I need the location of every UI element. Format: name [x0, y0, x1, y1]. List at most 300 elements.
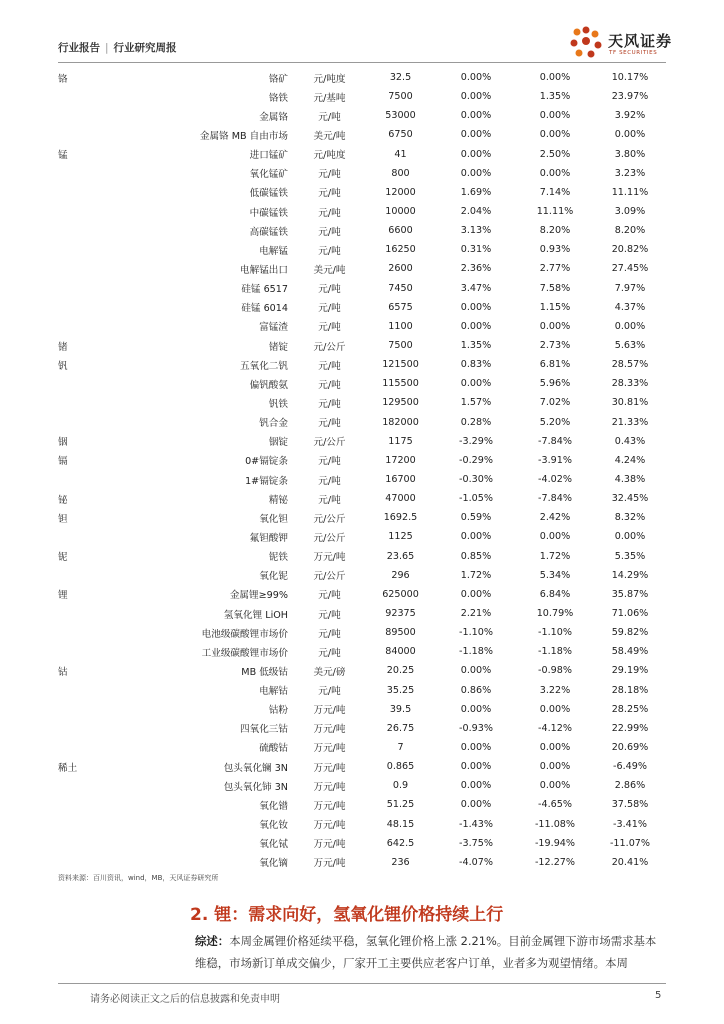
- unit-cell: 元/吨: [318, 226, 341, 238]
- summary-lead: 综述：: [195, 934, 230, 948]
- product-name-cell: 钴粉: [268, 705, 288, 717]
- product-name-cell: 硅锰 6517: [241, 284, 288, 296]
- weekly-change-cell: 0.31%: [460, 244, 492, 256]
- table-row: [58, 432, 669, 451]
- metal-category-cell: [58, 834, 118, 853]
- metal-category-cell: [58, 681, 118, 700]
- yearly-change-cell: 4.38%: [614, 474, 646, 486]
- monthly-change-cell: 6.84%: [539, 588, 571, 600]
- metal-category-cell: [58, 317, 118, 336]
- product-name-cell: 铬铁: [268, 92, 288, 104]
- monthly-change-cell: 1.72%: [539, 550, 571, 562]
- weekly-change-cell: -1.05%: [459, 493, 493, 505]
- yearly-change-cell: 0.00%: [614, 531, 646, 543]
- metal-category-cell: 钴: [58, 666, 68, 678]
- logo-name-cn: 天风证券: [608, 32, 673, 50]
- weekly-change-cell: 0.85%: [460, 550, 492, 562]
- unit-cell: 万元/吨: [313, 762, 346, 774]
- product-name-cell: 工业级碳酸锂市场价: [201, 647, 288, 659]
- price-cell: 0.865: [386, 761, 415, 773]
- yearly-change-cell: 59.82%: [611, 627, 649, 639]
- weekly-change-cell: 1.57%: [460, 397, 492, 409]
- unit-cell: 万元/吨: [313, 839, 346, 851]
- yearly-change-cell: 11.11%: [611, 186, 649, 198]
- metal-category-cell: [58, 374, 118, 393]
- price-cell: 6575: [388, 301, 413, 313]
- product-name-cell: 电池级碳酸锂市场价: [201, 628, 288, 640]
- unit-cell: 元/公斤: [313, 571, 346, 583]
- weekly-change-cell: 1.35%: [460, 340, 492, 352]
- unit-cell: 元/吨: [318, 322, 341, 334]
- yearly-change-cell: 3.92%: [614, 110, 646, 122]
- price-cell: 625000: [382, 588, 419, 600]
- table-row: [58, 68, 669, 87]
- price-cell: 16700: [385, 474, 416, 486]
- table-row: [58, 106, 669, 125]
- weekly-change-cell: 0.00%: [460, 72, 492, 84]
- price-cell: 1100: [388, 320, 413, 332]
- metal-category-cell: [58, 393, 118, 412]
- unit-cell: 元/吨: [318, 456, 341, 468]
- price-cell: 0.9: [392, 780, 409, 792]
- product-name-cell: 铌铁: [268, 552, 288, 564]
- table-row: [58, 202, 669, 221]
- metal-category-cell: 钒: [58, 360, 68, 372]
- footer-disclaimer: 请务必阅读正文之后的信息披露和免责申明: [90, 994, 280, 1005]
- unit-cell: 元/吨: [318, 494, 341, 506]
- metal-category-cell: [58, 719, 118, 738]
- table-row: [58, 757, 669, 776]
- price-cell: 41: [394, 148, 407, 160]
- weekly-change-cell: 0.00%: [460, 129, 492, 141]
- product-name-cell: 四氧化三钴: [240, 724, 288, 736]
- price-cell: 121500: [382, 359, 419, 371]
- product-name-cell: 硅锰 6014: [241, 303, 288, 315]
- table-row: [58, 547, 669, 566]
- metal-category-cell: [58, 700, 118, 719]
- metal-category-cell: [58, 470, 118, 489]
- unit-cell: 元/吨: [318, 245, 341, 257]
- price-cell: 53000: [385, 110, 416, 122]
- weekly-change-cell: -4.07%: [459, 856, 493, 868]
- price-cell: 7500: [388, 91, 413, 103]
- yearly-change-cell: 3.80%: [614, 148, 646, 160]
- product-name-cell: 高碳锰铁: [249, 226, 288, 238]
- yearly-change-cell: 0.00%: [614, 320, 646, 332]
- metal-category-cell: [58, 604, 118, 623]
- weekly-change-cell: 0.83%: [460, 359, 492, 371]
- table-row: [58, 240, 669, 259]
- monthly-change-cell: -4.65%: [538, 799, 572, 811]
- price-cell: 20.25: [386, 665, 415, 677]
- metal-category-cell: [58, 164, 118, 183]
- weekly-change-cell: 0.00%: [460, 665, 492, 677]
- table-row: [58, 221, 669, 240]
- yearly-change-cell: 28.25%: [611, 703, 649, 715]
- unit-cell: 元/吨: [318, 609, 341, 621]
- price-cell: 7450: [388, 282, 413, 294]
- table-row: [58, 738, 669, 757]
- metal-category-cell: 稀土: [58, 762, 78, 774]
- table-row: [58, 87, 669, 106]
- price-cell: 48.15: [386, 818, 415, 830]
- unit-cell: 元/吨: [318, 686, 341, 698]
- metal-category-cell: [58, 795, 118, 814]
- metal-category-cell: [58, 642, 118, 661]
- weekly-change-cell: 1.69%: [460, 186, 492, 198]
- monthly-change-cell: 10.79%: [536, 608, 574, 619]
- price-cell: 6600: [388, 225, 413, 237]
- price-cell: 12000: [385, 186, 416, 198]
- metal-category-cell: [58, 183, 118, 202]
- weekly-change-cell: 3.13%: [460, 225, 492, 237]
- table-row: [58, 585, 669, 604]
- table-source-note: 资料来源：百川资讯，wind，MB，天风证券研究所: [58, 874, 219, 882]
- summary-paragraph: [195, 930, 667, 974]
- weekly-change-cell: 0.00%: [460, 378, 492, 390]
- weekly-change-cell: 0.00%: [460, 91, 492, 103]
- metal-category-cell: [58, 202, 118, 221]
- price-cell: 182000: [382, 416, 419, 428]
- unit-cell: 元/吨: [318, 284, 341, 296]
- unit-cell: 美元/吨: [313, 130, 346, 142]
- weekly-change-cell: -1.43%: [459, 818, 493, 830]
- metal-category-cell: 铟: [58, 437, 68, 449]
- product-name-cell: 氧化镨: [259, 800, 288, 812]
- monthly-change-cell: -7.84%: [538, 435, 572, 447]
- product-name-cell: 金属锂≥99%: [229, 590, 288, 602]
- monthly-change-cell: 0.00%: [539, 72, 571, 84]
- product-name-cell: 氧化铽: [259, 839, 288, 851]
- metal-category-cell: 铋: [58, 494, 68, 506]
- metal-category-cell: 钽: [58, 513, 68, 525]
- monthly-change-cell: 0.00%: [539, 741, 571, 753]
- weekly-change-cell: 0.86%: [460, 684, 492, 696]
- yearly-change-cell: 2.86%: [614, 780, 646, 792]
- product-name-cell: 铟锭: [268, 437, 288, 449]
- price-cell: 17200: [385, 454, 416, 466]
- metal-category-cell: [58, 279, 118, 298]
- price-cell: 39.5: [389, 703, 412, 715]
- table-row: [58, 508, 669, 527]
- yearly-change-cell: 5.35%: [614, 550, 646, 562]
- footer-divider: [58, 983, 666, 984]
- company-logo: [568, 26, 672, 60]
- weekly-change-cell: 0.00%: [460, 799, 492, 811]
- product-name-cell: 中碳锰铁: [249, 207, 288, 219]
- weekly-change-cell: -0.30%: [459, 474, 493, 486]
- metal-category-cell: 镉: [58, 456, 68, 468]
- logo-name-en: TF SECURITIES: [609, 50, 658, 56]
- monthly-change-cell: 7.14%: [539, 186, 571, 198]
- monthly-change-cell: -4.02%: [538, 474, 572, 486]
- monthly-change-cell: 5.34%: [539, 569, 571, 581]
- yearly-change-cell: 32.45%: [611, 493, 649, 505]
- table-row: [58, 125, 669, 144]
- table-row: [58, 279, 669, 298]
- monthly-change-cell: 5.96%: [539, 378, 571, 390]
- weekly-change-cell: 0.00%: [460, 741, 492, 753]
- metal-category-cell: [58, 87, 118, 106]
- price-cell: 642.5: [386, 837, 415, 849]
- price-cell: 2600: [388, 263, 413, 275]
- product-name-cell: 氢氧化锂 LiOH: [223, 609, 288, 621]
- metal-category-cell: [58, 413, 118, 432]
- monthly-change-cell: 2.42%: [539, 512, 571, 524]
- weekly-change-cell: 0.00%: [460, 780, 492, 792]
- table-row: [58, 393, 669, 412]
- report-header: [58, 40, 177, 55]
- yearly-change-cell: 22.99%: [611, 722, 649, 734]
- unit-cell: 元/公斤: [313, 532, 346, 544]
- monthly-change-cell: -1.18%: [538, 646, 572, 658]
- yearly-change-cell: 30.81%: [611, 397, 649, 409]
- unit-cell: 万元/吨: [313, 858, 346, 870]
- monthly-change-cell: 3.22%: [539, 684, 571, 696]
- monthly-change-cell: 2.77%: [539, 263, 571, 275]
- metal-category-cell: 锰: [58, 150, 68, 162]
- monthly-change-cell: 7.02%: [539, 397, 571, 409]
- yearly-change-cell: 3.23%: [614, 167, 646, 179]
- product-name-cell: 电解锰: [259, 245, 288, 257]
- unit-cell: 元/吨: [318, 418, 341, 430]
- monthly-change-cell: -0.98%: [538, 665, 572, 677]
- metal-category-cell: [58, 776, 118, 795]
- price-cell: 35.25: [386, 684, 415, 696]
- weekly-change-cell: -0.29%: [459, 454, 493, 466]
- table-row: [58, 470, 669, 489]
- unit-cell: 万元/吨: [313, 820, 346, 832]
- table-row: [58, 661, 669, 680]
- price-cell: 16250: [385, 244, 416, 256]
- weekly-change-cell: -3.29%: [459, 435, 493, 447]
- table-row: [58, 317, 669, 336]
- metal-category-cell: [58, 566, 118, 585]
- unit-cell: 元/公斤: [313, 341, 346, 353]
- table-row: [58, 642, 669, 661]
- product-name-cell: 硫酸钴: [259, 743, 288, 755]
- yearly-change-cell: 4.24%: [614, 454, 646, 466]
- logo-mark-icon: [568, 26, 604, 60]
- metal-category-cell: [58, 738, 118, 757]
- monthly-change-cell: 2.73%: [539, 340, 571, 352]
- product-name-cell: 电解锰出口: [240, 264, 288, 276]
- product-name-cell: 钒铁: [268, 398, 288, 410]
- product-name-cell: 电解钴: [259, 686, 288, 698]
- table-row: [58, 145, 669, 164]
- monthly-change-cell: -12.27%: [534, 856, 576, 868]
- unit-cell: 元/吨: [318, 647, 341, 659]
- summary-text: 本周金属锂价格延续平稳，氢氧化锂价格上涨 2.21%。目前金属锂下游市场需求基本维稳，市场新订单成交偏少，厂家开工主要供应老客户订单，业者多为观望情绪。本周: [195, 934, 657, 970]
- unit-cell: 元/吨: [318, 303, 341, 315]
- product-name-cell: 包头氧化镧 3N: [223, 762, 288, 774]
- unit-cell: 元/吨: [318, 379, 341, 391]
- product-name-cell: 偏钒酸氨: [249, 379, 288, 391]
- header-divider: [58, 62, 666, 63]
- unit-cell: 元/吨: [318, 590, 341, 602]
- table-row: [58, 681, 669, 700]
- metal-category-cell: 锂: [58, 590, 68, 602]
- product-name-cell: 氟钽酸钾: [249, 532, 288, 544]
- weekly-change-cell: 0.00%: [460, 588, 492, 600]
- report-subtype: 行业研究周报: [113, 42, 177, 54]
- metal-category-cell: 铌: [58, 552, 68, 564]
- monthly-change-cell: 8.20%: [539, 225, 571, 237]
- table-row: [58, 355, 669, 374]
- yearly-change-cell: 28.33%: [611, 378, 649, 390]
- table-row: [58, 814, 669, 833]
- price-cell: 23.65: [386, 550, 415, 562]
- product-name-cell: 钒合金: [259, 418, 288, 430]
- metal-category-cell: [58, 106, 118, 125]
- price-cell: 1175: [388, 435, 413, 447]
- table-row: [58, 183, 669, 202]
- yearly-change-cell: 20.41%: [611, 856, 649, 868]
- weekly-change-cell: 0.00%: [460, 761, 492, 773]
- yearly-change-cell: 21.33%: [611, 416, 649, 428]
- header-separator: |: [105, 42, 109, 54]
- table-row: [58, 336, 669, 355]
- monthly-change-cell: 2.50%: [539, 148, 571, 160]
- weekly-change-cell: 0.59%: [460, 512, 492, 524]
- unit-cell: 元/吨: [318, 398, 341, 410]
- unit-cell: 元/公斤: [313, 513, 346, 525]
- price-cell: 800: [391, 167, 410, 179]
- metal-category-cell: 铬: [58, 73, 68, 85]
- metal-category-cell: [58, 259, 118, 278]
- product-name-cell: 五氧化二钒: [240, 360, 288, 372]
- monthly-change-cell: 0.00%: [539, 780, 571, 792]
- unit-cell: 万元/吨: [313, 781, 346, 793]
- price-cell: 32.5: [389, 72, 412, 84]
- unit-cell: 元/吨: [318, 360, 341, 372]
- product-name-cell: 0#镉锭条: [245, 456, 288, 468]
- unit-cell: 元/吨: [318, 111, 341, 123]
- price-cell: 115500: [382, 378, 419, 390]
- weekly-change-cell: 0.00%: [460, 110, 492, 122]
- table-row: [58, 489, 669, 508]
- table-row: [58, 527, 669, 546]
- price-cell: 26.75: [386, 722, 415, 734]
- unit-cell: 元/吨: [318, 207, 341, 219]
- unit-cell: 万元/吨: [313, 552, 346, 564]
- monthly-change-cell: 0.00%: [539, 110, 571, 122]
- unit-cell: 万元/吨: [313, 800, 346, 812]
- metal-category-cell: [58, 814, 118, 833]
- table-row: [58, 623, 669, 642]
- product-name-cell: 氧化镝: [259, 858, 288, 870]
- yearly-change-cell: 3.09%: [614, 206, 646, 218]
- monthly-change-cell: 0.00%: [539, 703, 571, 715]
- metal-category-cell: [58, 527, 118, 546]
- price-cell: 7500: [388, 340, 413, 352]
- section-title: 2. 锂：需求向好，氢氧化锂价格持续上行: [190, 905, 504, 925]
- price-cell: 296: [391, 569, 410, 581]
- monthly-change-cell: 0.00%: [539, 167, 571, 179]
- product-name-cell: 氧化铌: [259, 571, 288, 583]
- unit-cell: 万元/吨: [313, 705, 346, 717]
- monthly-change-cell: 5.20%: [539, 416, 571, 428]
- unit-cell: 万元/吨: [313, 743, 346, 755]
- yearly-change-cell: 28.18%: [611, 684, 649, 696]
- product-name-cell: MB 低级钴: [241, 666, 288, 678]
- weekly-change-cell: 2.36%: [460, 263, 492, 275]
- product-name-cell: 1#镉锭条: [245, 475, 288, 487]
- unit-cell: 元/吨: [318, 169, 341, 181]
- table-row: [58, 164, 669, 183]
- metal-category-cell: 锗: [58, 341, 68, 353]
- product-name-cell: 包头氧化铈 3N: [223, 781, 288, 793]
- table-row: [58, 834, 669, 853]
- yearly-change-cell: -11.07%: [609, 837, 651, 849]
- monthly-change-cell: 0.00%: [539, 761, 571, 773]
- table-row: [58, 451, 669, 470]
- weekly-change-cell: 0.00%: [460, 301, 492, 313]
- yearly-change-cell: 8.20%: [614, 225, 646, 237]
- table-row: [58, 776, 669, 795]
- price-cell: 84000: [385, 646, 416, 658]
- unit-cell: 万元/吨: [313, 724, 346, 736]
- weekly-change-cell: -1.10%: [459, 627, 493, 639]
- price-cell: 129500: [382, 397, 419, 409]
- weekly-change-cell: -1.18%: [459, 646, 493, 658]
- yearly-change-cell: 58.49%: [611, 646, 649, 658]
- monthly-change-cell: -3.91%: [538, 454, 572, 466]
- monthly-change-cell: -11.08%: [534, 818, 576, 830]
- table-row: [58, 853, 669, 872]
- yearly-change-cell: 0.43%: [614, 435, 646, 447]
- unit-cell: 元/吨度: [313, 73, 346, 85]
- yearly-change-cell: 28.57%: [611, 359, 649, 371]
- weekly-change-cell: 0.00%: [460, 148, 492, 160]
- product-name-cell: 铬矿: [268, 73, 288, 85]
- monthly-change-cell: 0.00%: [539, 320, 571, 332]
- price-cell: 89500: [385, 627, 416, 639]
- monthly-change-cell: 11.11%: [536, 206, 574, 218]
- product-name-cell: 富锰渣: [259, 322, 288, 334]
- monthly-change-cell: 6.81%: [539, 359, 571, 371]
- price-cell: 236: [391, 856, 410, 868]
- product-name-cell: 锗锭: [268, 341, 288, 353]
- weekly-change-cell: 2.21%: [460, 608, 492, 619]
- page-number: 5: [655, 990, 662, 1001]
- unit-cell: 元/吨: [318, 188, 341, 200]
- product-name-cell: 氧化钕: [259, 820, 288, 832]
- price-cell: 6750: [388, 129, 413, 141]
- price-cell: 1125: [388, 531, 413, 543]
- metal-category-cell: [58, 221, 118, 240]
- monthly-change-cell: 1.15%: [539, 301, 571, 313]
- metal-category-cell: [58, 240, 118, 259]
- unit-cell: 美元/磅: [313, 666, 346, 678]
- yearly-change-cell: 7.97%: [614, 282, 646, 294]
- weekly-change-cell: 0.00%: [460, 703, 492, 715]
- yearly-change-cell: 20.82%: [611, 244, 649, 256]
- monthly-change-cell: 7.58%: [539, 282, 571, 294]
- product-name-cell: 氧化钽: [259, 513, 288, 525]
- table-row: [58, 298, 669, 317]
- yearly-change-cell: 35.87%: [611, 588, 649, 600]
- monthly-change-cell: -19.94%: [534, 837, 576, 849]
- table-row: [58, 700, 669, 719]
- unit-cell: 元/公斤: [313, 437, 346, 449]
- yearly-change-cell: 14.29%: [611, 569, 649, 581]
- report-type: 行业报告: [58, 42, 100, 54]
- metal-category-cell: [58, 125, 118, 144]
- weekly-change-cell: -3.75%: [459, 837, 493, 849]
- weekly-change-cell: 1.72%: [460, 569, 492, 581]
- weekly-change-cell: 0.00%: [460, 531, 492, 543]
